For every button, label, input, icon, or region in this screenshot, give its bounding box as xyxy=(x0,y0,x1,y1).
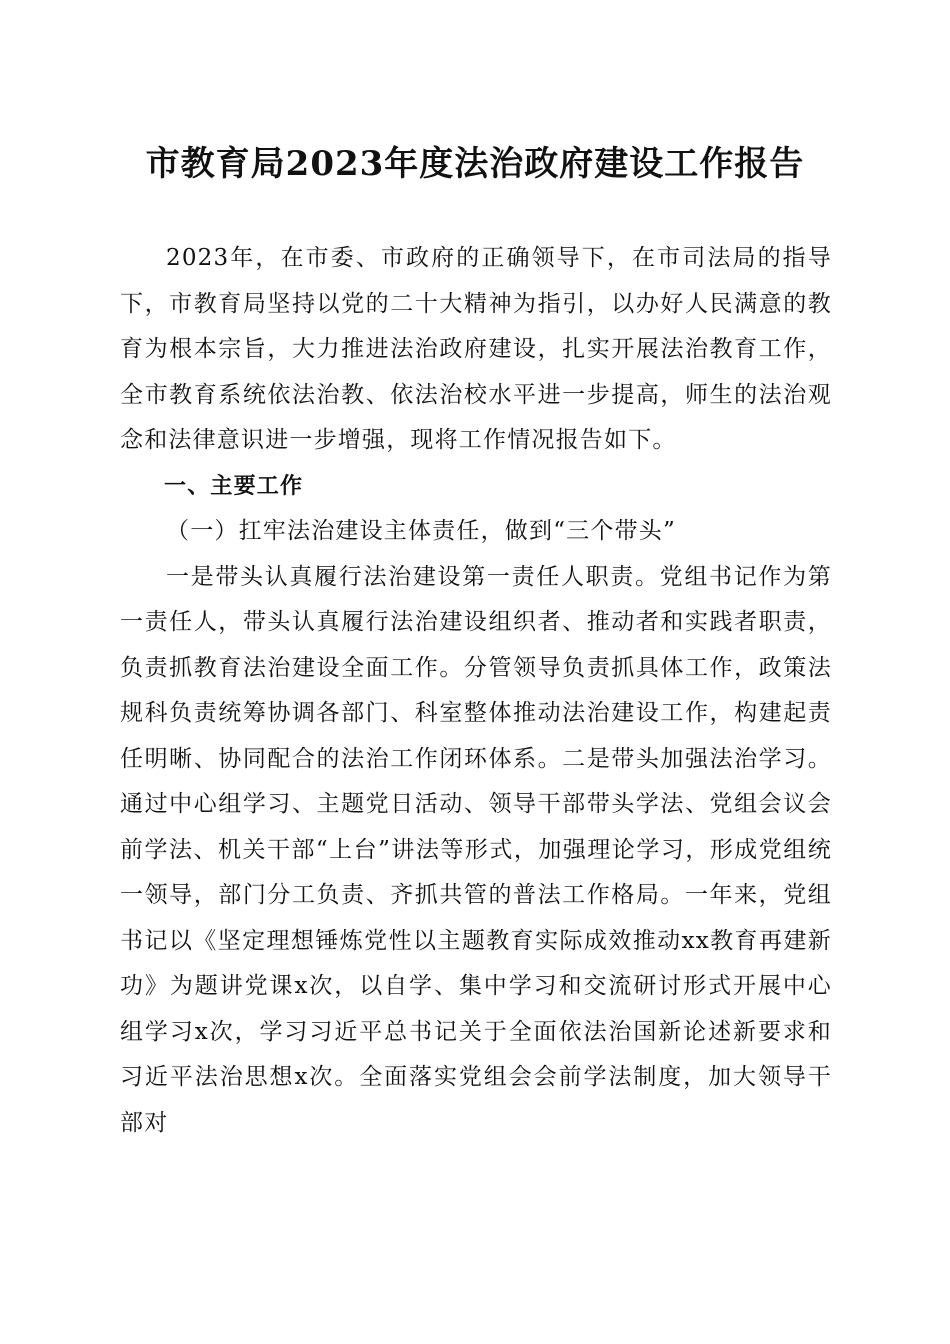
document-title: 市教育局2023年度法治政府建设工作报告 xyxy=(145,144,805,184)
section-heading: 一、主要工作 xyxy=(164,473,304,499)
document-body xyxy=(120,236,832,1146)
intro-paragraph: 2023年，在市委、市政府的正确领导下，在市司法局的指导下，市教育局坚持以党的二十大精神为指引，以办好人民满意的教育为根本宗旨，大力推进法治政府建设，扎实开展法治教育工作，全市教育系统依法治教、依法治校水平进一步提高，师生的法治观念和法律意识进一步增强，现将工作情况报告如下。 xyxy=(120,245,832,453)
subsection-heading: （一）扛牢法治建设主体责任，做到“三个带头” xyxy=(166,518,676,544)
subsection-paragraph: 一是带头认真履行法治建设第一责任人职责。党组书记作为第一责任人，带头认真履行法治建设组织者、推动者和实践者职责，负责抓教育法治建设全面工作。分管领导负责抓具体工作，政策法规科负责统筹协调各部门、科室整体推动法治建设工作，构建起责任明晰、协同配合的法治工作闭环体系。二是带头加强法治学习。通过中心组学习、主题党日活动、领导干部带头学法、党组会议会前学法、机关干部“上台”讲法等形式，加强理论学习，形成党组统一领导，部门分工负责、齐抓共管的普法工作格局。一年来，党组书记以《坚定理想锤炼党性以主题教育实际成效推动xx教育再建新功》为题讲党课x次，以自学、集中学习和交流研讨形式开展中心组学习x次，学习习近平总书记关于全面依法治国新论述新要求和习近平法治思想x次。全面落实党组会会前学法制度，加大领导干部对 xyxy=(120,563,832,1136)
